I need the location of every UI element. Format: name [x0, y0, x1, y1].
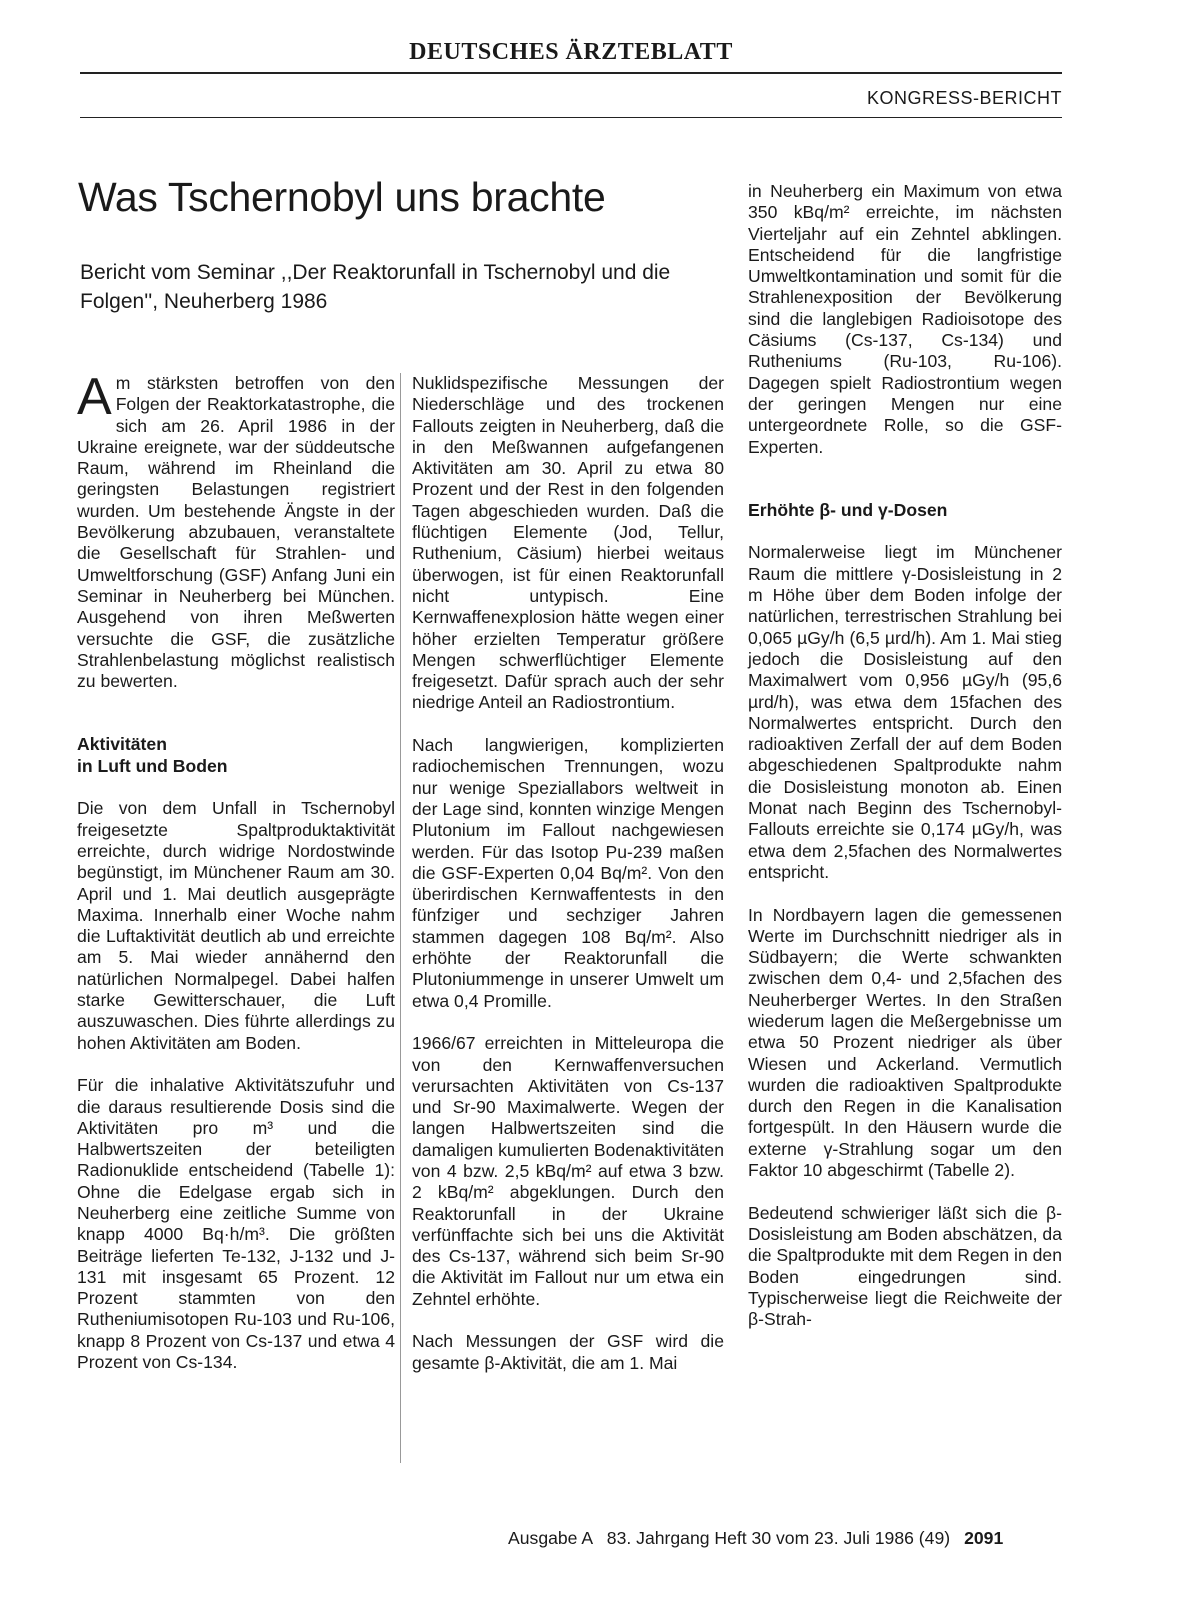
- page-number: 2091: [964, 1528, 1004, 1548]
- drop-cap: A: [77, 368, 112, 426]
- masthead-rule: [80, 72, 1062, 74]
- intro-paragraph: [77, 368, 395, 692]
- intro-text: m stärksten betroffen von den Folgen der Reaktorkatastrophe, die sich am 26. April 1986 in der Ukraine ereignete, war der süddeutsche Raum, während im Rheinland die geringsten Belastungen registriert wurden. Um bestehende Ängste in der Bevölkerung abzubauen, veranstaltete die Gesellschaft für Strahlen- und Umweltforschung (GSF) Anfang Juni ein Seminar in Neuherberg bei München. Ausgehend von ihren Meßwerten versuchte die GSF, die zusätzliche Strahlenbelastung möglichst realistisch zu bewerten.: [77, 373, 395, 692]
- paragraph: Für die inhalative Aktivitätszufuhr und die daraus resultierende Dosis sind die Aktivitäten pro m³ und die Halbwertszeiten der beteiligten Radionuklide entscheidend (Tabelle 1): Ohne die Edelgase ergab sich in Neuherberg eine zeitliche Summe von knapp 4000 Bq·h/m³. Die größten Beiträge lieferten Te-132, J-132 und J-131 mit insgesamt 65 Prozent. 12 Prozent stammten von den Rutheniumisotopen Ru-103 und Ru-106, knapp 8 Prozent von Cs-137 und etwa 4 Prozent von Cs-134.: [77, 1075, 395, 1373]
- article-subtitle: Bericht vom Seminar ,,Der Reaktorunfall in Tschernobyl und die Folgen'', Neuherberg 1986: [80, 261, 671, 313]
- paragraph: Nach langwierigen, komplizierten radiochemischen Trennungen, wozu nur wenige Speziallabors weltweit in der Lage sind, konnten winzige Mengen Plutonium im Fallout nachgewiesen werden. Für das Isotop Pu-239 maßen die GSF-Experten 0,04 Bq/m². Von den überirdischen Kernwaffentests in den fünfziger und sechziger Jahren stammen dagegen 108 Bq/m². Also erhöhte der Reaktorunfall die Plutoniummenge in unserer Umwelt um etwa 0,4 Promille.: [412, 735, 724, 1011]
- column-2: [412, 373, 724, 1395]
- section-label: KONGRESS-BERICHT: [866, 88, 1062, 108]
- column-1: [77, 368, 395, 1395]
- paragraph: in Neuherberg ein Maximum von etwa 350 kBq/m² erreichte, im nächsten Vierteljahr auf ein Zehntel abklingen. Entscheidend für die langfristige Umweltkontamination und somit für die Strahlenexposition der Bevölkerung sind die langlebigen Radioisotope des Cäsiums (Cs-137, Cs-134) und Rutheniums (Ru-103, Ru-106). Dagegen spielt Radiostrontium wegen der geringen Mengen nur eine untergeordnete Rolle, so die GSF-Experten.: [748, 181, 1062, 457]
- paragraph: 1966/67 erreichten in Mitteleuropa die von den Kernwaffenversuchen verursachten Aktivitäten von Cs-137 und Sr-90 Maximalwerte. Wegen der langen Halbwertszeiten sind die damaligen kumulierten Bodenaktivitäten von 4 bzw. 2,5 kBq/m² auf etwa 3 bzw. 2 kBq/m² abgeklungen. Durch den Reaktorunfall in der Ukraine verfünffachte sich bei uns die Aktivität des Cs-137, während sich beim Sr-90 die Aktivität im Fallout nur um etwa ein Zehntel erhöhte.: [412, 1033, 724, 1309]
- page-footer: [508, 1528, 1003, 1549]
- article-title: Was Tschernobyl uns brachte: [78, 174, 606, 220]
- paragraph: Nuklidspezifische Messungen der Niederschläge und des trockenen Fallouts zeigten in Neuherberg, daß die in den Meßwannen aufgefangenen Aktivitäten am 30. April zu etwa 80 Prozent und der Rest in den folgenden Tagen abgeschieden wurden. Daß die flüchtigen Elemente (Jod, Tellur, Ruthenium, Cäsium) hierbei weitaus überwogen, ist für einen Reaktorunfall nicht untypisch. Eine Kernwaffenexplosion hätte wegen einer höher erzielten Temperatur größere Mengen schwerflüchtiger Elemente freigesetzt. Dafür sprach auch der sehr niedrige Anteil an Radiostrontium.: [412, 373, 724, 713]
- subheading-activities: [77, 734, 395, 777]
- column-3: [748, 181, 1062, 1352]
- section-rule: [80, 117, 1062, 118]
- paragraph: Normalerweise liegt im Münchener Raum die mittlere γ-Dosisleistung in 2 m Höhe über dem Boden infolge der natürlichen, terrestrischen Strahlung bei 0,065 µGy/h (6,5 µrd/h). Am 1. Mai stieg jedoch die Dosisleistung auf den Maximalwert vom 0,956 µGy/h (95,6 µrd/h), was etwa dem 15fachen des Normalwertes entspricht. Durch den radioaktiven Zerfall der auf dem Boden abgeschiedenen Spaltprodukte nahm die Dosisleistung monoton ab. Einen Monat nach Beginn des Tschernobyl-Fallouts erreichte sie 0,174 µGy/h, was etwa dem 2,5fachen des Normalwertes entspricht.: [748, 542, 1062, 882]
- column-divider: [400, 373, 401, 1463]
- subheading-line: Aktivitäten: [77, 734, 167, 755]
- journal-title: DEUTSCHES ÄRZTEBLATT: [409, 39, 733, 65]
- paragraph: Nach Messungen der GSF wird die gesamte β-Aktivität, die am 1. Mai: [412, 1331, 724, 1373]
- masthead: [80, 38, 1062, 66]
- subheading-line: in Luft und Boden: [77, 755, 228, 776]
- issue-info: Ausgabe A 83. Jahrgang Heft 30 vom 23. Juli 1986 (49): [508, 1528, 951, 1548]
- paragraph: In Nordbayern lagen die gemessenen Werte im Durchschnitt niedriger als in Südbayern; die Werte schwankten zwischen dem 0,4- und 2,5fachen des Neuherberger Wertes. In den Straßen wiederum lagen die Meßergebnisse um etwa 50 Prozent niedriger als über Wiesen und Ackerland. Vermutlich wurden die radioaktiven Spaltprodukte durch den Regen in die Kanalisation fortgespült. In den Häusern wurde die externe γ-Strahlung sogar um den Faktor 10 abgeschirmt (Tabelle 2).: [748, 904, 1062, 1181]
- paragraph: Bedeutend schwieriger läßt sich die β-Dosisleistung am Boden abschätzen, da die Spaltprodukte mit dem Regen in den Boden eingedrungen sind. Typischerweise liegt die Reichweite der β-Strah-: [748, 1202, 1062, 1330]
- subheading-doses: Erhöhte β- und γ-Dosen: [748, 499, 948, 520]
- paragraph: Die von dem Unfall in Tschernobyl freigesetzte Spaltproduktaktivität erreichte, durch widrige Nordostwinde begünstigt, im Münchener Raum am 30. April und 1. Mai deutlich ausgeprägte Maxima. Innerhalb einer Woche nahm die Luftaktivität deutlich ab und erreichte am 5. Mai wieder annähernd den natürlichen Normalpegel. Dabei halfen starke Gewitterschauer, die Luft auszuwaschen. Dies führte allerdings zu hohen Aktivitäten am Boden.: [77, 798, 395, 1053]
